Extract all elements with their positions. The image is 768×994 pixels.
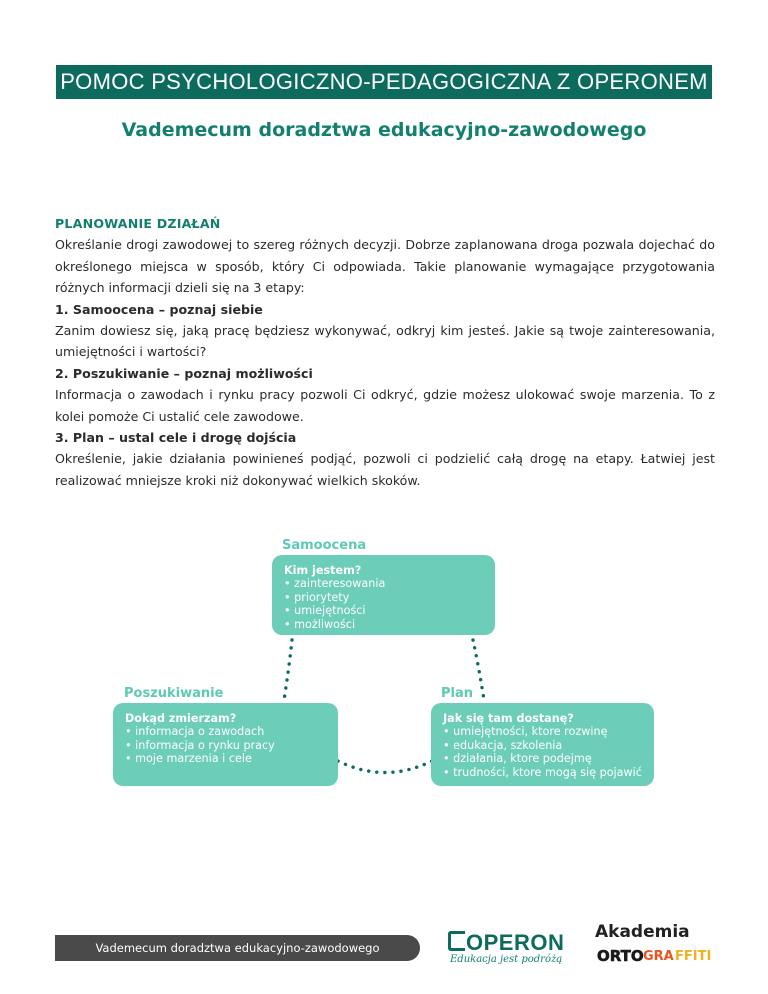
operon-tagline: Edukacja jest podróżą [450, 954, 563, 965]
step-1-text: Zanim dowiesz się, jaką pracę będziesz wykonywać, odkryj kim jesteś. Jakie są twoje zainteresowania, umiejętności i wartości? [55, 323, 715, 360]
akademia-logo [595, 922, 725, 964]
page-subtitle: Vademecum doradztwa edukacyjno-zawodowego [121, 119, 647, 141]
svg-text:GRA: GRA [643, 949, 674, 964]
node-samoocena-question: Kim jestem? [284, 564, 362, 577]
node-plan-label: Plan [441, 686, 474, 701]
list-item: • działania, ktore podejmę [443, 752, 644, 765]
connector-samoocena-plan [473, 640, 484, 700]
operon-logo [448, 930, 573, 965]
header-banner: POMOC PSYCHOLOGICZNO-PEDAGOGICZNA Z OPERONEM [56, 65, 712, 99]
step-1-title: 1. Samoocena – poznaj siebie [55, 301, 263, 317]
node-poszukiwanie-question: Dokąd zmierzam? [125, 712, 237, 725]
node-samoocena [272, 555, 495, 635]
step-3-title: 3. Plan – ustal cele i drogę dojścia [55, 430, 297, 446]
list-item: • trudności, ktore mogą się pojawić [443, 766, 644, 779]
list-item: • moje marzenia i cele [125, 752, 328, 765]
connector-poszukiwanie-plan [338, 761, 432, 773]
graffiti-icon [595, 944, 713, 966]
node-plan [431, 703, 654, 786]
operon-book-icon [448, 931, 465, 951]
node-poszukiwanie [113, 703, 338, 786]
list-item: • umiejętności [284, 604, 485, 617]
list-item: • informacja o rynku pracy [125, 739, 328, 752]
intro-paragraph: Określanie drogi zawodowej to szereg różnych decyzji. Dobrze zaplanowana droga pozwala dojechać do określonego miejsca w sposób, który Ci odpowiada. Takie planowanie wymagające przygotowania różnych informacji dzieli się na 3 etapy: [55, 237, 715, 296]
list-item: • informacja o zawodach [125, 725, 328, 738]
step-2-text: Informacja o zawodach i rynku pracy pozwoli Ci odkryć, gdzie możesz ulokować swoje marzenia. To z kolei pomoże Ci ustalić cele zawodowe. [55, 387, 715, 424]
footer-title-pill: Vademecum doradztwa edukacyjno-zawodowego [55, 935, 420, 961]
list-item: • zainteresowania [284, 577, 485, 590]
node-plan-question: Jak się tam dostanę? [443, 712, 574, 725]
list-item: • priorytety [284, 591, 485, 604]
ortograffiti-graffiti-logo [595, 944, 725, 964]
list-item: • umiejętności, ktore rozwinę [443, 725, 644, 738]
connector-samoocena-poszukiwanie [284, 640, 292, 700]
list-item: • edukacja, szkolenia [443, 739, 644, 752]
section-body [55, 213, 715, 491]
section-heading: PLANOWANIE DZIAŁAŃ [55, 216, 221, 231]
node-poszukiwanie-label: Poszukiwanie [124, 686, 224, 701]
step-2-title: 2. Poszukiwanie – poznaj możliwości [55, 365, 313, 381]
node-samoocena-label: Samoocena [282, 538, 367, 553]
list-item: • możliwości [284, 618, 485, 631]
svg-text:FFITI: FFITI [675, 949, 712, 964]
operon-wordmark: OPERON [448, 930, 573, 956]
svg-text:ORTO: ORTO [597, 947, 644, 965]
akademia-wordmark: Akademia [595, 922, 690, 942]
step-3-text: Określenie, jakie działania powinieneś podjąć, pozwoli ci podzielić całą drogę na etapy. Łatwiej jest realizować mniejsze kroki niż dokonywać wielkich skoków. [55, 451, 715, 488]
